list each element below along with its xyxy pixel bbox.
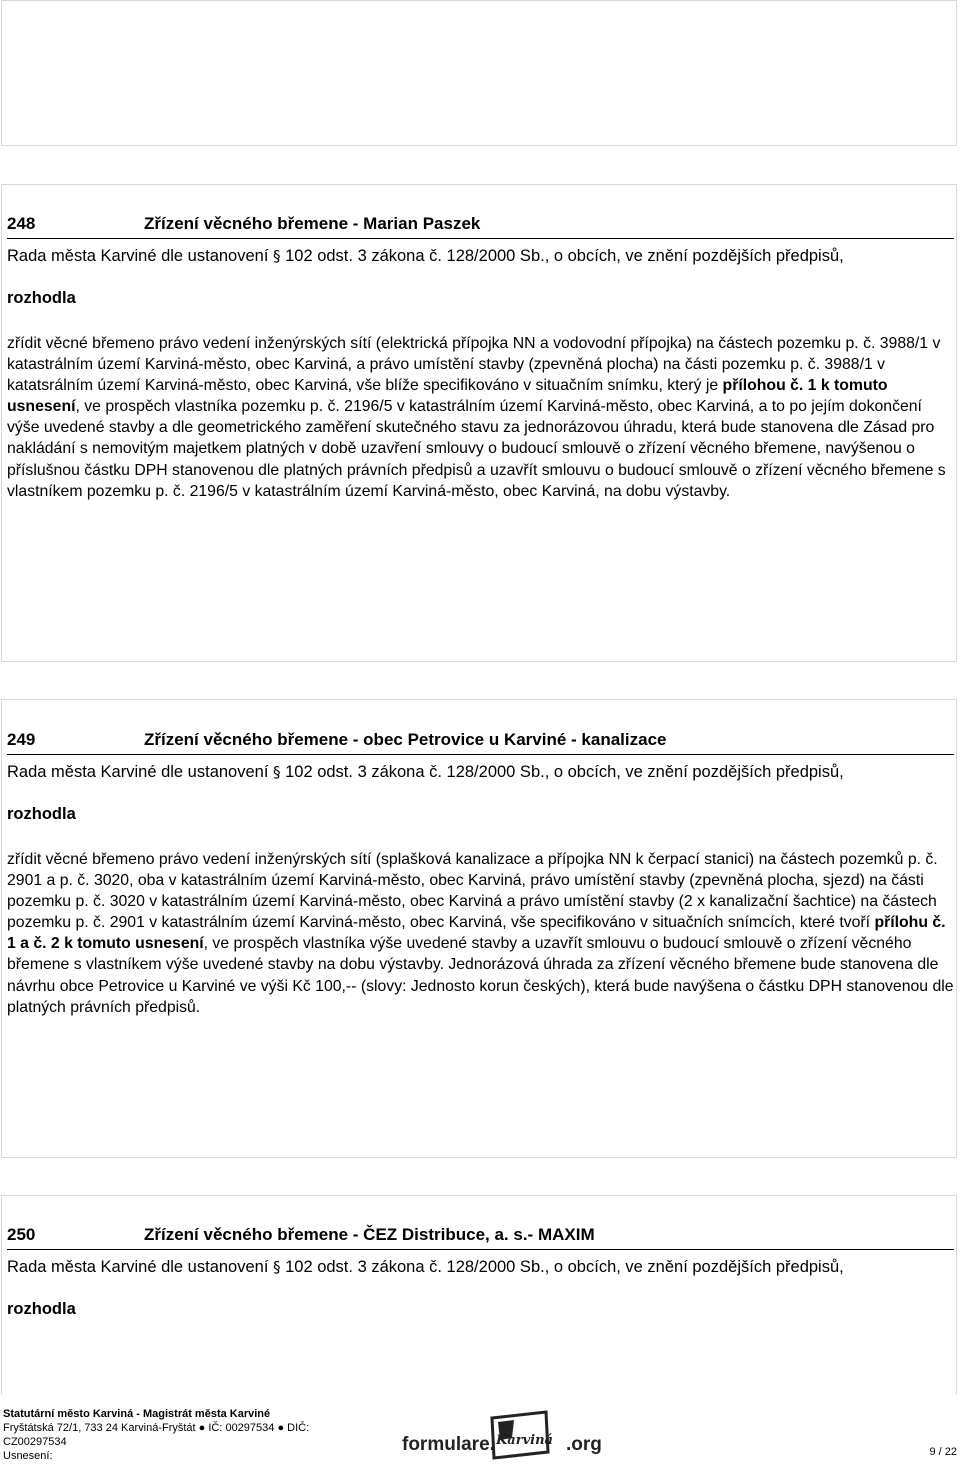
logo-text-mid: Karviná: [496, 1433, 553, 1448]
decision-label: rozhodla: [7, 805, 76, 823]
page-top-frame: [1, 0, 957, 146]
resolution-number: 249: [7, 730, 36, 749]
footer-address: Fryštátská 72/1, 733 24 Karviná-Fryštát ● IČ: 00297534 ● DIČ:: [3, 1422, 310, 1434]
page-number: 9 / 22: [929, 1446, 957, 1458]
formulare-karvina-logo: [400, 1404, 615, 1460]
decision-label: rozhodla: [7, 289, 76, 307]
footer-usneseni-label: Usnesení:: [3, 1450, 53, 1462]
body-text-continued: , ve prospěch vlastníka výše uvedené stavby a uzavřít smlouvu o budoucí smlouvě o zřízení věcného břemene s vlastníkem výše uvedené stavby na dobu výstavby. Jednorázová úhrada za zřízení věcného břemene bude stanovena dle návrhu obce Petrovice u Karviné ve výši Kč 100,-- (slovy: Jednosto korun českých), která bude navýšena o částku DPH stanovenou dle platných právních předpisů.: [7, 935, 954, 1016]
logo-text-left: formulare.: [402, 1434, 495, 1455]
footer-dic: CZ00297534: [3, 1436, 67, 1448]
resolution-249: [7, 730, 954, 1018]
legal-basis: [7, 1257, 954, 1277]
section-sign: §: [273, 247, 281, 265]
resolution-title: Zřízení věcného břemene - Marian Paszek: [144, 214, 481, 233]
resolution-header: [7, 730, 954, 755]
legal-basis-text: Rada města Karviné dle ustanovení: [7, 247, 269, 265]
section-sign: §: [273, 763, 281, 781]
resolution-title: Zřízení věcného břemene - ČEZ Distribuce, a. s.- MAXIM: [144, 1225, 595, 1244]
resolution-number: 248: [7, 214, 36, 233]
resolution-body: [7, 333, 954, 502]
footer-organization: Statutární město Karviná - Magistrát města Karviné: [3, 1408, 271, 1420]
resolution-250: [7, 1225, 954, 1319]
resolution-header: [7, 214, 954, 239]
attachment-reference: přílohu č. 1 a č. 2 k tomuto usnesení: [7, 914, 946, 953]
legal-basis-rest: 102 odst. 3 zákona č. 128/2000 Sb., o obcích, ve znění pozdějších předpisů,: [285, 763, 844, 781]
attachment-reference: přílohou č. 1 k tomuto usnesení: [7, 377, 888, 416]
section-sign: §: [273, 1258, 281, 1276]
logo-text-right: .org: [566, 1434, 602, 1455]
legal-basis: [7, 762, 954, 782]
body-text: zřídit věcné břemeno právo vedení inženýrských sítí (elektrická přípojka NN a vodovodní přípojka) na částech pozemku p. č. 3988/1 v katastrálním území Karviná-město, obec Karviná, a právo umístění stavby (zpevněná plocha) na části pozemku p. č. 3988/1 v katatsrálním území Karviná-město, obec Karviná, vše blíže specifikováno v situačním snímku, který je: [7, 335, 941, 395]
body-text: zřídit věcné břemeno právo vedení inženýrských sítí (splašková kanalizace a přípojka NN k čerpací stanici) na částech pozemků p. č. 2901 a p. č. 3020, oba v katastrálním území Karviná-město, obec Karviná, právo umístění stavby (zpevněná plocha, sjezd) na části pozemku p. č. 3020 v katastrálním území Karviná-město, obec Karviná a právo umístění stavby (2 x kanalizační šachtice) na částech pozemku p. č. 2901 v katastrálním území Karviná-město, obec Karviná, vše specifikováno v situačních snímcích, které tvoří: [7, 851, 938, 932]
decision-label: rozhodla: [7, 1300, 76, 1318]
resolution-header: [7, 1225, 954, 1250]
resolution-body: [7, 849, 954, 1018]
body-text-continued: , ve prospěch vlastníka pozemku p. č. 2196/5 v katastrálním území Karviná-město, obec Karviná, a to po jejím dokončení výše uvedené stavby a dle geometrického zaměření skutečného stavu za jednorázovou úhradu, která bude stanovena dle Zásad pro nakládání s nemovitým majetkem platných v době uzavření smlouvy o budoucí smlouvě o zřízení věcného břemene, navýšenou o příslušnou částku DPH stanovenou dle platných právních předpisů a uzavřít smlouvu o budoucí smlouvě o zřízení věcného břemene s vlastníkem pozemku p. č. 2196/5 v katastrálním území Karviná-město, obec Karviná, na dobu výstavby.: [7, 398, 946, 500]
resolution-title: Zřízení věcného břemene - obec Petrovice u Karviné - kanalizace: [144, 730, 667, 749]
legal-basis-text: Rada města Karviné dle ustanovení: [7, 763, 269, 781]
legal-basis-text: Rada města Karviné dle ustanovení: [7, 1258, 269, 1276]
resolution-248: [7, 214, 954, 502]
legal-basis-rest: 102 odst. 3 zákona č. 128/2000 Sb., o obcích, ve znění pozdějších předpisů,: [285, 1258, 844, 1276]
legal-basis-rest: 102 odst. 3 zákona č. 128/2000 Sb., o obcích, ve znění pozdějších předpisů,: [285, 247, 844, 265]
resolution-number: 250: [7, 1225, 36, 1244]
footer-info: [3, 1407, 333, 1463]
legal-basis: [7, 246, 954, 266]
